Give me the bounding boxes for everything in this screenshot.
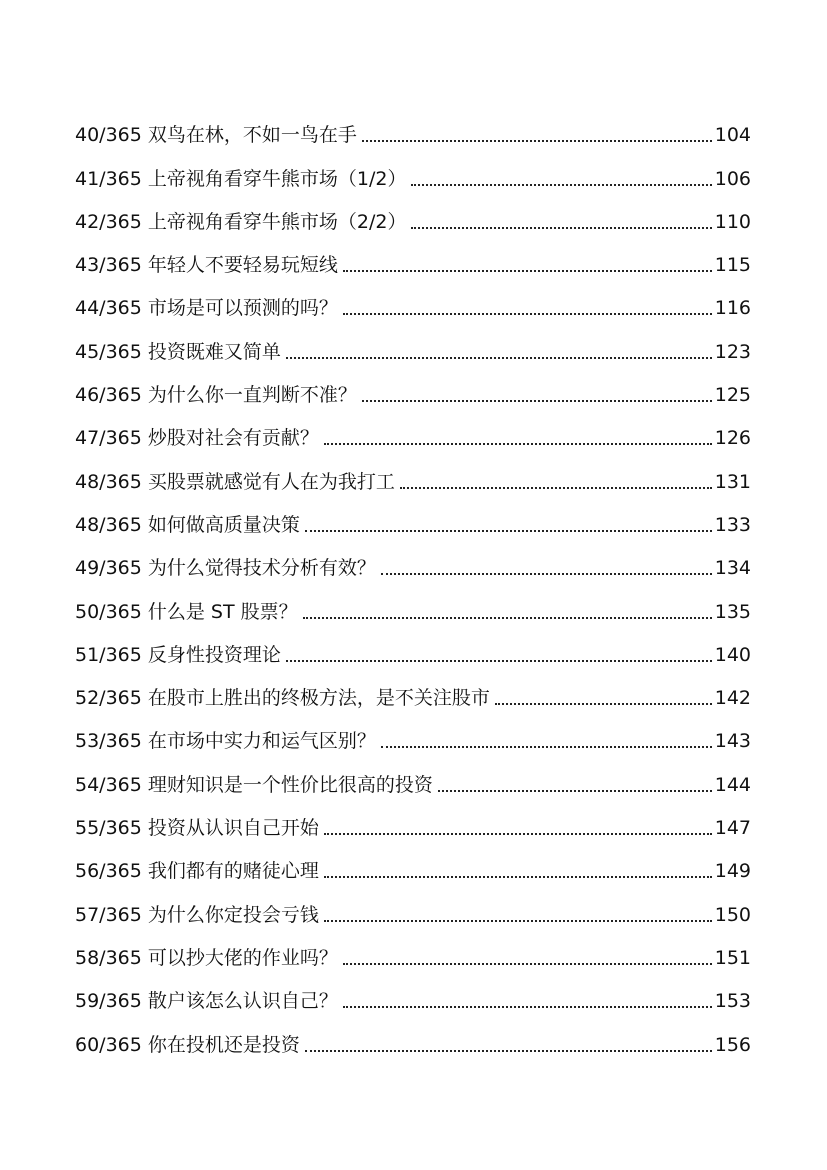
toc-entry-page: 151 <box>714 946 751 969</box>
toc-entry-page: 140 <box>714 643 751 666</box>
toc-entry[interactable] <box>75 277 751 320</box>
toc-entry[interactable] <box>75 494 751 537</box>
toc-entry[interactable] <box>75 147 751 190</box>
toc-entry-title: 56/365 我们都有的赌徒心理 <box>75 860 319 883</box>
toc-entry-page: 116 <box>714 297 751 320</box>
table-of-contents <box>75 104 751 1057</box>
toc-entry-title: 50/365 什么是 ST 股票？ <box>75 600 298 623</box>
dot-leader <box>495 703 712 705</box>
toc-entry-title: 46/365 为什么你一直判断不准？ <box>75 384 357 407</box>
toc-entry[interactable] <box>75 753 751 796</box>
toc-entry-title: 49/365 为什么觉得技术分析有效？ <box>75 557 376 580</box>
toc-entry[interactable] <box>75 364 751 407</box>
toc-entry-title: 40/365 双鸟在林，不如一鸟在手 <box>75 124 357 147</box>
toc-entry-page: 110 <box>714 210 751 233</box>
dot-leader <box>324 443 712 445</box>
dot-leader <box>343 270 712 272</box>
toc-entry-page: 135 <box>714 600 751 623</box>
dot-leader <box>400 487 712 489</box>
toc-entry[interactable] <box>75 624 751 667</box>
toc-entry[interactable] <box>75 320 751 363</box>
dot-leader <box>438 790 712 792</box>
dot-leader <box>324 920 712 922</box>
toc-entry-title: 54/365 理财知识是一个性价比很高的投资 <box>75 773 433 796</box>
toc-entry[interactable] <box>75 537 751 580</box>
toc-entry[interactable] <box>75 710 751 753</box>
toc-entry-title: 48/365 买股票就感觉有人在为我打工 <box>75 470 395 493</box>
toc-entry[interactable] <box>75 580 751 623</box>
toc-entry[interactable] <box>75 234 751 277</box>
toc-entry-title: 48/365 如何做高质量决策 <box>75 513 300 536</box>
toc-entry-page: 149 <box>714 860 751 883</box>
toc-entry-page: 134 <box>714 557 751 580</box>
toc-entry-page: 142 <box>714 687 751 710</box>
dot-leader <box>324 833 712 835</box>
dot-leader <box>303 617 712 619</box>
toc-entry-title: 60/365 你在投机还是投资 <box>75 1033 300 1056</box>
toc-entry[interactable] <box>75 970 751 1013</box>
dot-leader <box>343 313 712 315</box>
dot-leader <box>286 357 712 359</box>
toc-entry[interactable] <box>75 927 751 970</box>
dot-leader <box>362 140 712 142</box>
toc-entry-page: 104 <box>714 124 751 147</box>
dot-leader <box>343 1006 712 1008</box>
toc-entry[interactable] <box>75 1013 751 1056</box>
toc-entry-title: 57/365 为什么你定投会亏钱 <box>75 903 319 926</box>
toc-entry-page: 133 <box>714 513 751 536</box>
toc-entry-page: 115 <box>714 254 751 277</box>
toc-entry[interactable] <box>75 191 751 234</box>
toc-entry-title: 55/365 投资从认识自己开始 <box>75 817 319 840</box>
toc-entry-page: 143 <box>714 730 751 753</box>
dot-leader <box>305 530 712 532</box>
toc-entry-title: 51/365 反身性投资理论 <box>75 643 281 666</box>
toc-entry-page: 156 <box>714 1033 751 1056</box>
dot-leader <box>381 573 712 575</box>
toc-entry[interactable] <box>75 667 751 710</box>
toc-entry-title: 59/365 散户该怎么认识自己？ <box>75 990 338 1013</box>
dot-leader <box>411 227 711 229</box>
toc-entry-title: 42/365 上帝视角看穿牛熊市场（2/2） <box>75 210 407 233</box>
toc-entry-title: 45/365 投资既难又简单 <box>75 340 281 363</box>
toc-entry-page: 106 <box>714 167 751 190</box>
toc-entry[interactable] <box>75 797 751 840</box>
toc-entry-title: 53/365 在市场中实力和运气区别？ <box>75 730 376 753</box>
toc-entry-page: 147 <box>714 817 751 840</box>
toc-entry-page: 153 <box>714 990 751 1013</box>
toc-entry-title: 47/365 炒股对社会有贡献？ <box>75 427 319 450</box>
toc-entry-page: 126 <box>714 427 751 450</box>
dot-leader <box>305 1050 712 1052</box>
toc-entry-page: 131 <box>714 470 751 493</box>
toc-entry-page: 125 <box>714 384 751 407</box>
dot-leader <box>324 876 712 878</box>
toc-entry[interactable] <box>75 407 751 450</box>
toc-entry-page: 123 <box>714 340 751 363</box>
toc-entry-title: 52/365 在股市上胜出的终极方法，是不关注股市 <box>75 687 490 710</box>
toc-entry[interactable] <box>75 104 751 147</box>
toc-entry-title: 43/365 年轻人不要轻易玩短线 <box>75 254 338 277</box>
dot-leader <box>381 746 712 748</box>
dot-leader <box>362 400 712 402</box>
toc-entry-title: 44/365 市场是可以预测的吗？ <box>75 297 338 320</box>
toc-entry[interactable] <box>75 450 751 493</box>
dot-leader <box>411 184 711 186</box>
toc-entry[interactable] <box>75 883 751 926</box>
dot-leader <box>343 963 712 965</box>
dot-leader <box>286 660 712 662</box>
toc-entry-title: 58/365 可以抄大佬的作业吗？ <box>75 946 338 969</box>
toc-entry-page: 150 <box>714 903 751 926</box>
toc-entry-title: 41/365 上帝视角看穿牛熊市场（1/2） <box>75 167 407 190</box>
toc-entry[interactable] <box>75 840 751 883</box>
toc-entry-page: 144 <box>714 773 751 796</box>
